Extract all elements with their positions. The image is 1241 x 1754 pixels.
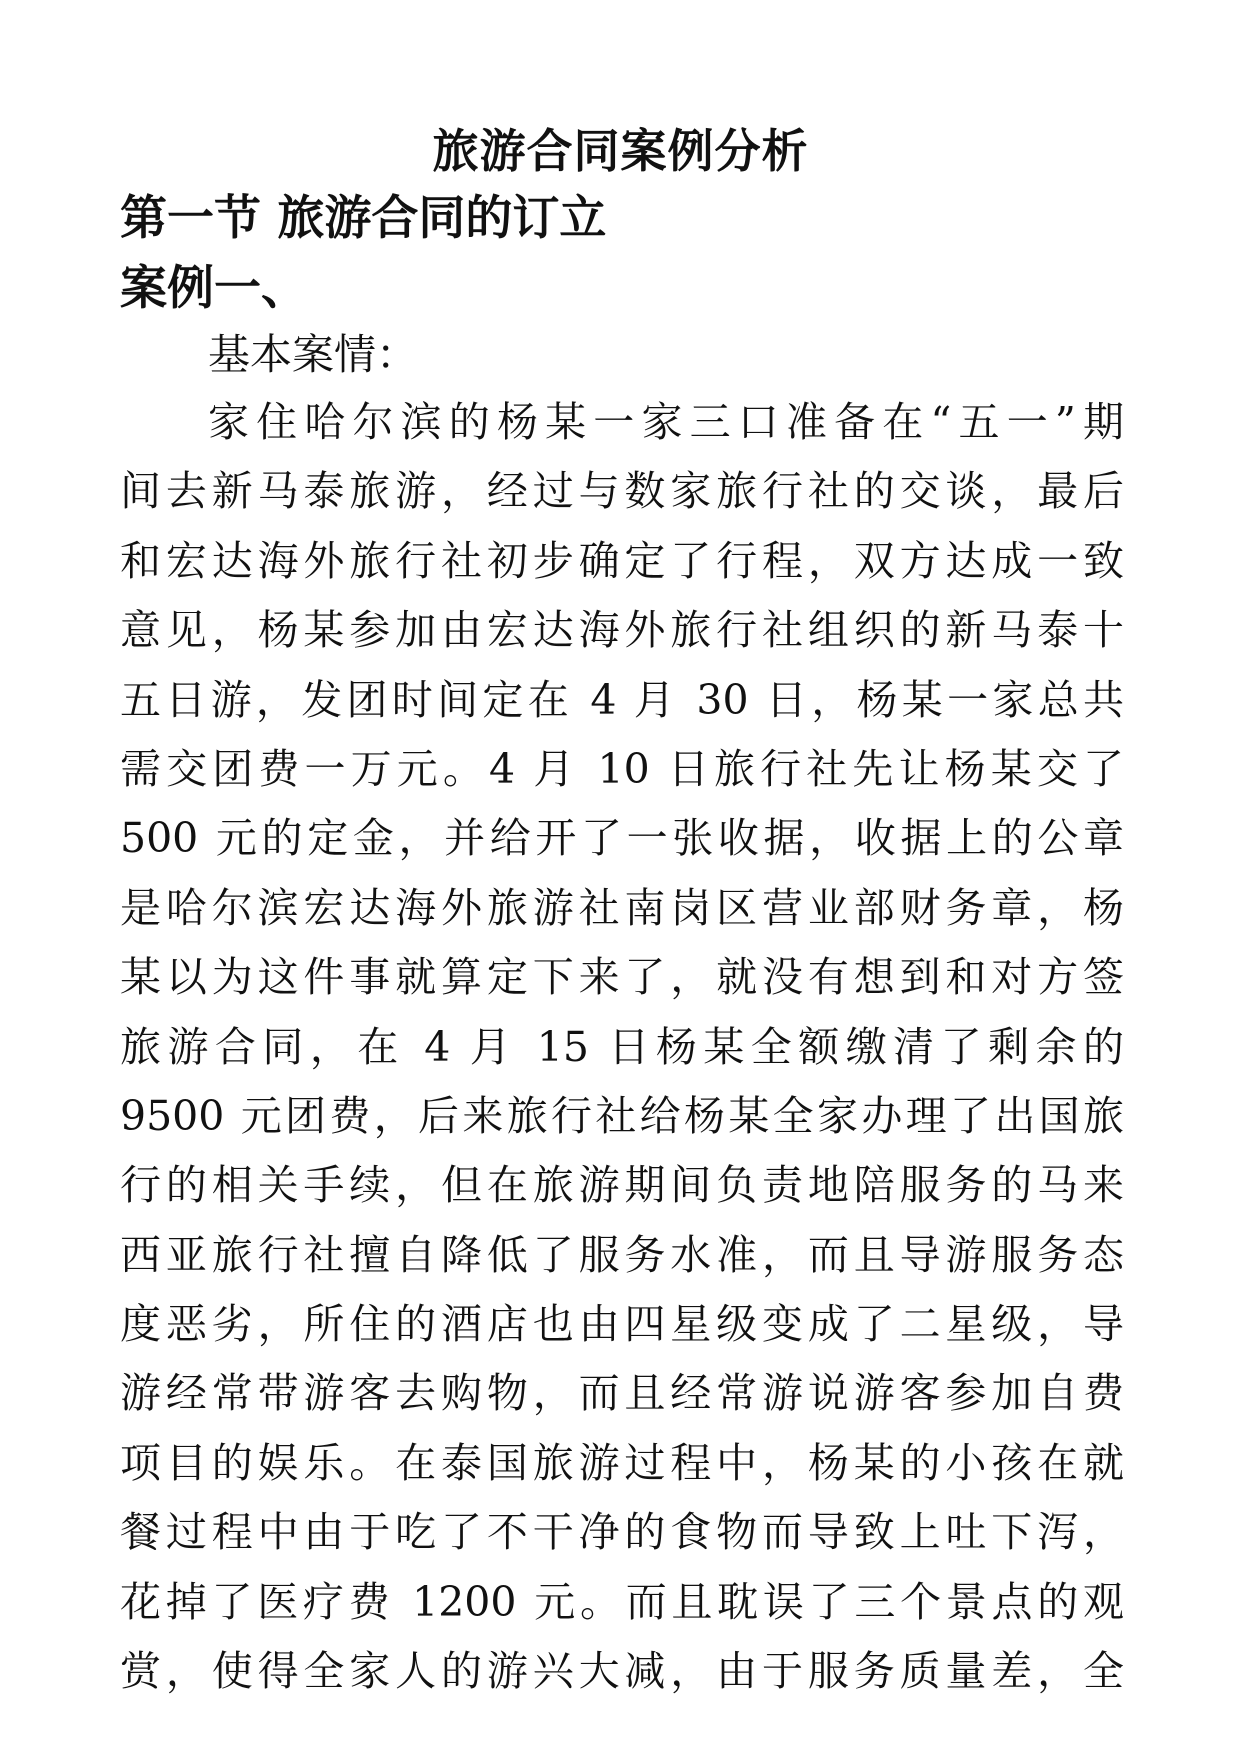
paragraph-line: 度恶劣，所住的酒店也由四星级变成了二星级，导 <box>120 1300 1124 1349</box>
paragraph-line: 是哈尔滨宏达海外旅游社南岗区营业部财务章，杨 <box>120 883 1124 932</box>
case-heading: 案例一、 <box>120 261 308 316</box>
document-title: 旅游合同案例分析 <box>432 124 809 178</box>
paragraph-line: 餐过程中由于吃了不干净的食物而导致上吐下泻， <box>120 1508 1124 1557</box>
paragraph-line: 家住哈尔滨的杨某一家三口准备在“五一”期 <box>208 398 1124 446</box>
paragraph-line: 行的相关手续，但在旅游期间负责地陪服务的马来 <box>120 1161 1124 1210</box>
case-body-paragraph <box>120 388 1124 1706</box>
paragraph-line: 赏，使得全家人的游兴大减，由于服务质量差，全 <box>120 1647 1124 1696</box>
paragraph-line: 和宏达海外旅行社初步确定了行程，双方达成一致 <box>120 536 1124 585</box>
paragraph-line: 西亚旅行社擅自降低了服务水准，而且导游服务态 <box>120 1230 1124 1279</box>
paragraph-line: 旅游合同，在 4 月 15 日杨某全额缴清了剩余的 <box>120 1022 1124 1071</box>
paragraph-line: 花掉了医疗费 1200 元。而且耽误了三个景点的观 <box>120 1577 1124 1626</box>
paragraph-line: 500 元的定金，并给开了一张收据，收据上的公章 <box>120 814 1124 863</box>
paragraph-line: 某以为这件事就算定下来了，就没有想到和对方签 <box>120 953 1124 1002</box>
section-heading: 第一节 旅游合同的订立 <box>120 191 607 246</box>
paragraph-line: 需交团费一万元。4 月 10 日旅行社先让杨某交了 <box>120 744 1124 793</box>
paragraph-line: 游经常带游客去购物，而且经常游说游客参加自费 <box>120 1369 1124 1418</box>
paragraph-line: 间去新马泰旅游，经过与数家旅行社的交谈，最后 <box>120 467 1124 516</box>
paragraph-line: 五日游，发团时间定在 4 月 30 日，杨某一家总共 <box>120 675 1124 724</box>
paragraph-line: 项目的娱乐。在泰国旅游过程中，杨某的小孩在就 <box>120 1438 1124 1487</box>
case-facts-label: 基本案情： <box>208 330 419 379</box>
paragraph-line: 9500 元团费，后来旅行社给杨某全家办理了出国旅 <box>120 1091 1124 1140</box>
paragraph-line: 意见，杨某参加由宏达海外旅行社组织的新马泰十 <box>120 606 1124 655</box>
